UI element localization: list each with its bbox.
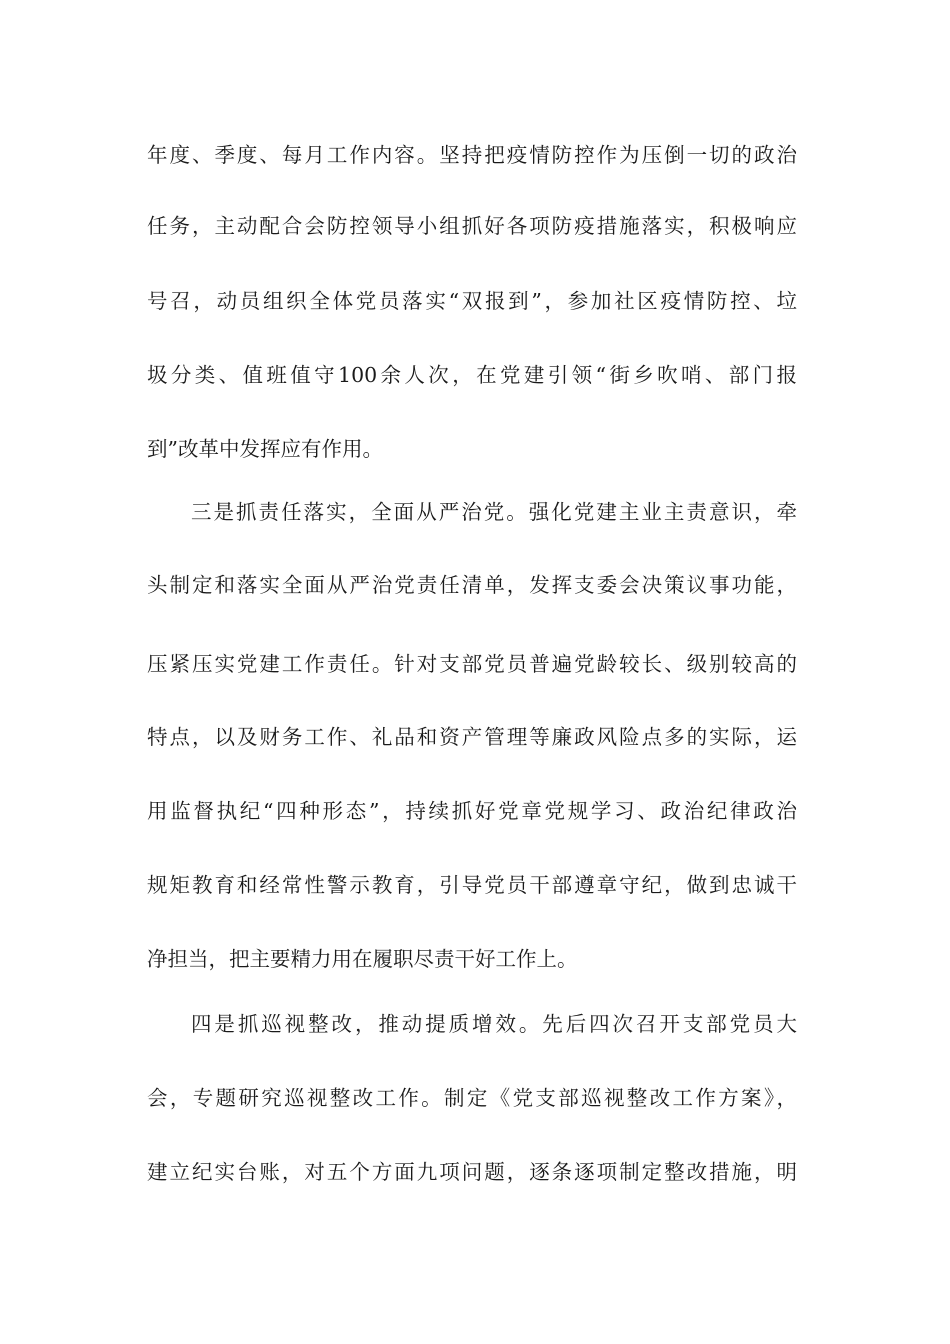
body-text-line: 号召，动员组织全体党员落实“双报到”，参加社区疫情防控、垃 (147, 289, 797, 313)
body-text-line: 规矩教育和经常性警示教育，引导党员干部遵章守纪，做到忠诚干 (147, 873, 797, 897)
paragraph-start-line: 四是抓巡视整改，推动提质增效。先后四次召开支部党员大 (191, 1012, 797, 1036)
body-text-line: 年度、季度、每月工作内容。坚持把疫情防控作为压倒一切的政治 (147, 143, 797, 167)
body-text-line: 会，专题研究巡视整改工作。制定《党支部巡视整改工作方案》， (147, 1086, 797, 1110)
body-text-line: 特点，以及财务工作、礼品和资产管理等廉政风险点多的实际，运 (147, 725, 797, 749)
body-text-line: 压紧压实党建工作责任。针对支部党员普遍党龄较长、级别较高的 (147, 652, 797, 676)
body-text-line: 圾分类、值班值守100余人次，在党建引领“街乡吹哨、部门报 (147, 363, 797, 387)
body-text-line: 任务，主动配合会防控领导小组抓好各项防疫措施落实，积极响应 (147, 214, 797, 238)
body-text-line: 净担当，把主要精力用在履职尽责干好工作上。 (147, 947, 578, 971)
paragraph-start-line: 三是抓责任落实，全面从严治党。强化党建主业主责意识，牵 (191, 500, 797, 524)
body-text-line: 用监督执纪“四种形态”，持续抓好党章党规学习、政治纪律政治 (147, 799, 797, 823)
body-text-line: 头制定和落实全面从严治党责任清单，发挥支委会决策议事功能， (147, 573, 797, 597)
body-text-line: 到”改革中发挥应有作用。 (147, 437, 383, 461)
body-text-line: 建立纪实台账，对五个方面九项问题，逐条逐项制定整改措施，明 (147, 1160, 797, 1184)
